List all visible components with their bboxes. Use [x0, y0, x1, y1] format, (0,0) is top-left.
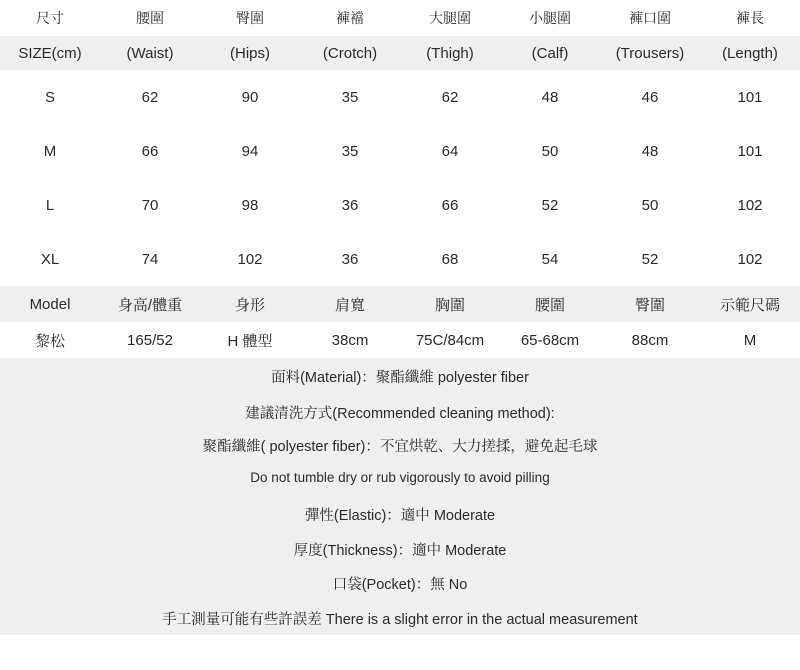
size-cell: 70	[141, 196, 159, 214]
pocket-note: 口袋(Pocket)：無 No	[332, 577, 468, 593]
elastic-note: 彈性(Elastic)：適中 Moderate	[304, 508, 496, 524]
product-notes-panel	[0, 358, 800, 635]
size-cell: 94	[241, 142, 259, 160]
size-cell: M	[43, 142, 57, 160]
size-header-cn-cell: 臀圍	[236, 10, 264, 26]
thickness-note: 厚度(Thickness)：適中 Moderate	[293, 543, 507, 559]
size-cell: 35	[341, 88, 359, 106]
size-cell: 90	[241, 88, 259, 106]
model-cell: M	[743, 331, 757, 349]
size-cell: 48	[641, 142, 659, 160]
size-cell: 64	[441, 142, 459, 160]
size-header-en-row	[0, 36, 800, 70]
size-cell: 102	[737, 250, 763, 268]
model-header-cell: 臀圍	[634, 296, 665, 314]
size-cell: 98	[241, 196, 259, 214]
model-header-cell: 示範尺碼	[719, 296, 780, 314]
size-header-cn-cell: 腰圍	[136, 10, 164, 26]
measurement-error-note: 手工測量可能有些許誤差 There is a slight error in the actual measurement	[162, 612, 638, 628]
model-cell: 165/52	[127, 331, 173, 349]
size-cell: 46	[641, 88, 659, 106]
size-row	[0, 178, 800, 232]
model-header-cell: 胸圍	[434, 296, 465, 314]
size-header-en-cell: (Crotch)	[322, 44, 378, 62]
size-cell: 68	[441, 250, 459, 268]
size-header-en-cell: (Length)	[722, 44, 778, 62]
size-cell: 101	[737, 142, 763, 160]
model-header-cell: 腰圍	[534, 296, 565, 314]
size-header-cn-cell: 小腿圍	[529, 10, 571, 26]
model-cell: 38cm	[331, 331, 369, 349]
size-header-cn-cell: 褲襠	[336, 10, 364, 26]
size-cell: XL	[40, 250, 60, 268]
size-cell: 50	[541, 142, 559, 160]
size-cell: 66	[441, 196, 459, 214]
size-cell: 36	[341, 196, 359, 214]
size-cell: 52	[541, 196, 559, 214]
size-row	[0, 70, 800, 124]
size-header-cn-cell: 大腿圍	[429, 10, 471, 26]
size-cell: 36	[341, 250, 359, 268]
size-row	[0, 124, 800, 178]
size-header-en-cell: (Thigh)	[426, 44, 474, 62]
size-header-cn-cell: 褲口圍	[629, 10, 671, 26]
size-header-en-cell: (Calf)	[531, 44, 569, 62]
model-header-cell: 身形	[234, 296, 265, 314]
size-cell: 54	[541, 250, 559, 268]
model-row	[0, 322, 800, 358]
size-header-en-cell: (Trousers)	[615, 44, 685, 62]
material-note: 面料(Material)：聚酯纖維 polyester fiber	[271, 370, 529, 386]
model-header-cell: Model	[29, 295, 71, 313]
cleaning-note-en: Do not tumble dry or rub vigorously to avoid pilling	[250, 470, 550, 485]
model-header-cell: 肩寬	[334, 296, 365, 314]
size-cell: 35	[341, 142, 359, 160]
size-cell: 102	[237, 250, 263, 268]
size-cell: L	[45, 196, 55, 214]
size-row	[0, 232, 800, 286]
model-header-cell: 身高/體重	[117, 296, 183, 314]
size-cell: 48	[541, 88, 559, 106]
size-cell: S	[44, 88, 55, 106]
size-header-cn-cell: 尺寸	[36, 10, 64, 26]
model-cell: 88cm	[631, 331, 669, 349]
size-cell: 74	[141, 250, 159, 268]
model-cell: H 體型	[227, 332, 273, 350]
cleaning-title: 建議清洗方式(Recommended cleaning method):	[245, 406, 555, 422]
size-cell: 66	[141, 142, 159, 160]
size-header-cn-row	[0, 0, 800, 36]
model-cell: 75C/84cm	[415, 331, 485, 349]
cleaning-note-cn: 聚酯纖維( polyester fiber)：不宜烘乾、大力搓揉，避免起毛球	[202, 439, 598, 455]
size-header-en-cell: SIZE(cm)	[18, 44, 82, 62]
size-cell: 62	[141, 88, 159, 106]
size-cell: 50	[641, 196, 659, 214]
size-header-en-cell: (Hips)	[230, 44, 270, 62]
model-cell: 黎松	[34, 332, 65, 350]
size-cell: 101	[737, 88, 763, 106]
size-cell: 52	[641, 250, 659, 268]
size-cell: 62	[441, 88, 459, 106]
model-cell: 65-68cm	[520, 331, 580, 349]
size-cell: 102	[737, 196, 763, 214]
size-header-en-cell: (Waist)	[126, 44, 174, 62]
size-header-cn-cell: 褲長	[736, 10, 764, 26]
model-header-row	[0, 286, 800, 322]
